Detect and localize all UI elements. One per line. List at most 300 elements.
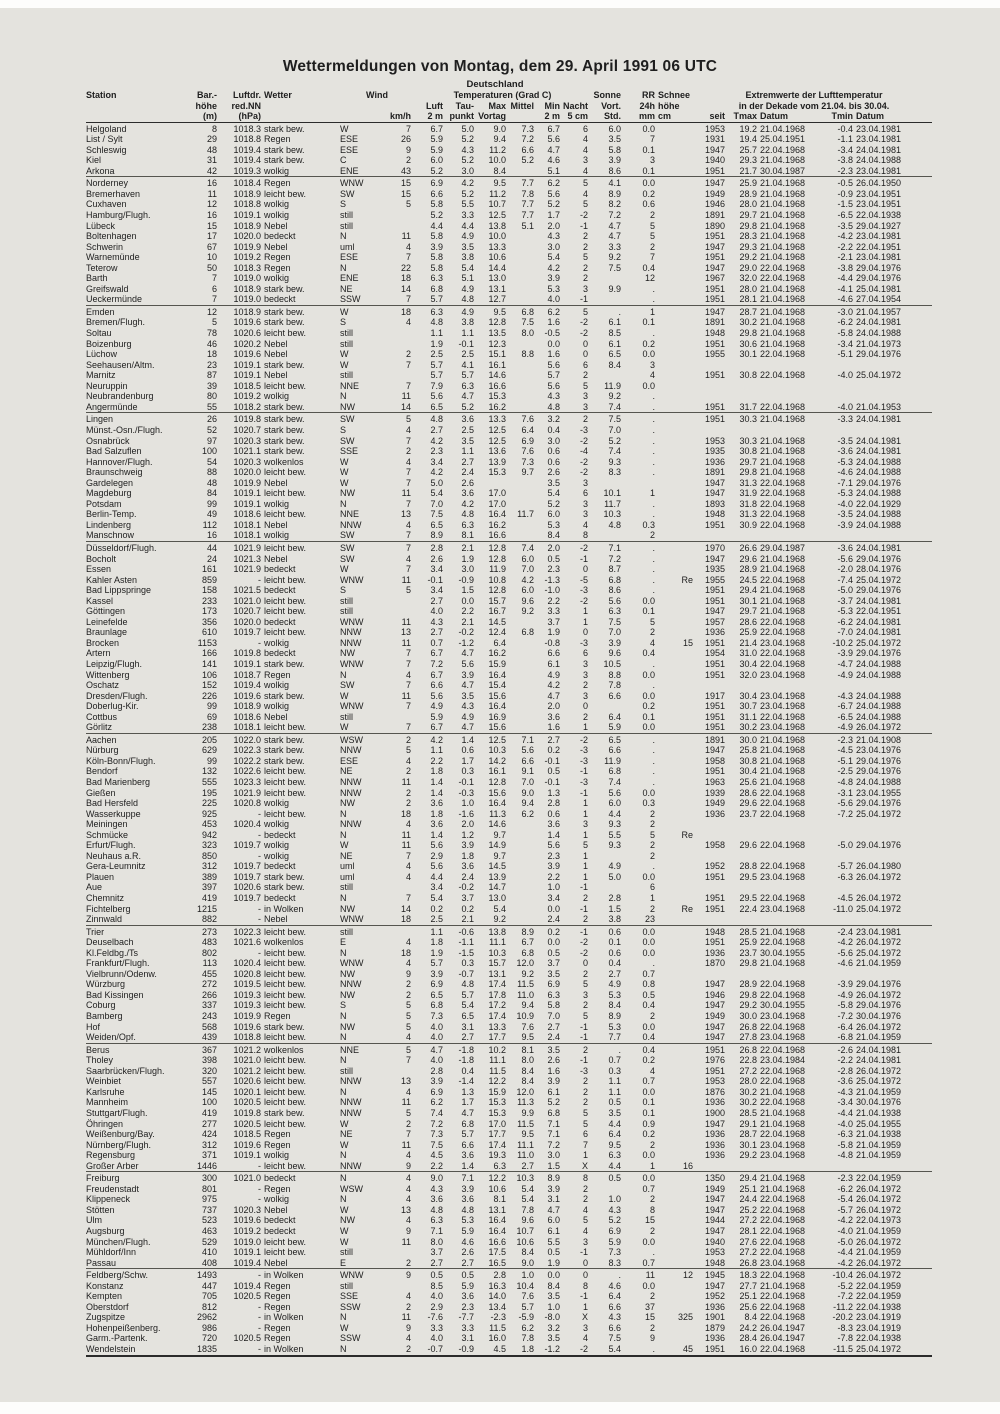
cell-seit: 1891 (704, 734, 726, 745)
cell-sonne_vortag_std: 5.6 (608, 787, 622, 798)
cell-tmax_datum: 22.04.1968 (760, 937, 806, 948)
cell-min_2m: 6.7 (547, 123, 560, 134)
cell-schneehoehe_cm (658, 339, 696, 350)
cell-station: Meiningen (86, 819, 128, 830)
cell-luft_2m: 6.9 (430, 1086, 443, 1097)
cell-hoehe_m: 50 (206, 262, 217, 273)
cell-hoehe_m: 26 (206, 414, 217, 425)
cell-tmin_datum: 25.04.1972 (856, 1343, 902, 1354)
cell-seit: 1893 (704, 498, 726, 509)
table-row (86, 1344, 932, 1356)
cell-rr_24h_mm: . (652, 509, 656, 520)
cell-wind_kmh: 11 (401, 1097, 411, 1108)
cell-taupunkt: 4.9 (461, 283, 474, 294)
cell-wind_richtung: NNW (340, 1107, 362, 1118)
cell-rr_24h_mm: 0.0 (642, 1173, 656, 1184)
cell-tmax_datum: 22.04.1968 (760, 1270, 806, 1281)
cell-rr_24h_mm: 2 (650, 1139, 656, 1150)
cell-tmin_datum: 24.04.1988 (856, 777, 902, 787)
cell-station: Zinnwald (86, 914, 123, 925)
cell-luft_2m: 2.7 (430, 424, 443, 435)
cell-station: Seehausen/Altm. (86, 359, 155, 370)
cell-mittel: 9.2 (521, 968, 534, 979)
cell-luft_2m: 7.9 (430, 380, 443, 391)
cell-wetter: leicht bew. (264, 722, 307, 733)
cell-min_2m: 6.8 (547, 1107, 560, 1118)
cell-tmax: 21.4 (739, 637, 758, 648)
cell-max_vortag: -2.3 (490, 1312, 506, 1323)
cell-mittel (509, 478, 537, 489)
cell-schneehoehe_cm (658, 177, 696, 189)
cell-luftdruck_hpa: 1019.1 (233, 210, 261, 221)
cell-taupunkt: 4.4 (461, 220, 474, 231)
cell-nacht_5cm: -1 (580, 926, 589, 937)
cell-tmax_datum: 21.04.1968 (760, 283, 806, 294)
cell-wetter: wolkig (264, 391, 290, 402)
cell-nacht_5cm: -2 (580, 937, 589, 948)
cell-nacht_5cm: -1 (580, 1055, 589, 1066)
cell-wetter: stark bew. (264, 734, 305, 745)
cell-luftdruck_hpa: - (258, 914, 261, 925)
cell-wind_kmh: 5 (405, 585, 411, 596)
cell-luftdruck_hpa: 1019.7 (233, 627, 261, 638)
cell-sonne_vortag_std: 0.3 (608, 1065, 622, 1076)
cell-luft_2m: 5.6 (430, 861, 443, 872)
cell-station: Gera-Leumnitz (86, 861, 146, 872)
cell-tmax: 28.7 (739, 1129, 758, 1140)
cell-nacht_5cm: 5 (583, 1011, 589, 1022)
cell-taupunkt: 3.1 (461, 1333, 474, 1344)
cell-wetter: bedeckt (264, 585, 296, 596)
cell-schneehoehe_cm (658, 1087, 696, 1098)
cell-schneehoehe_cm (658, 541, 696, 553)
cell-taupunkt: 5.0 (461, 123, 474, 134)
cell-max_vortag: 11.2 (489, 188, 506, 199)
cell-taupunkt: 4.9 (461, 306, 474, 317)
cell-hoehe_m: 453 (201, 819, 217, 830)
cell-tmax_datum: 22.04.1968 (760, 787, 806, 798)
cell-rr_24h_mm: 8 (650, 1204, 656, 1215)
cell-max_vortag: 16.0 (488, 1333, 506, 1344)
cell-rr_24h_mm: 0.0 (642, 595, 656, 606)
cell-hoehe_m: 356 (201, 616, 217, 627)
cell-tmin_datum: 26.04.1972 (856, 937, 902, 948)
cell-wind_richtung: uml (340, 871, 355, 882)
cell-hoehe_m: 419 (201, 893, 217, 904)
cell-wind_richtung: W (340, 1322, 349, 1333)
cell-tmin: -3.0 (837, 306, 854, 317)
cell-luftdruck_hpa: 1019.1 (233, 498, 261, 509)
cell-max_vortag: 13.1 (488, 283, 506, 294)
cell-wind_richtung: S (340, 585, 347, 596)
cell-wind_kmh: 13 (400, 509, 411, 520)
cell-taupunkt: -0.2 (458, 627, 474, 638)
cell-tmax_datum: 22.04.1968 (760, 861, 806, 872)
cell-tmax_datum: 21.04.1968 (760, 1118, 806, 1129)
cell-wind_richtung: NW (340, 488, 355, 499)
cell-luft_2m: 4.3 (430, 1183, 443, 1194)
table-row (86, 1032, 932, 1043)
cell-min_2m: 7.1 (547, 1129, 560, 1140)
cell-taupunkt: 3.9 (461, 1183, 474, 1194)
cell-luft_2m: 4.0 (430, 606, 443, 617)
cell-station: Bremerhaven (86, 188, 141, 199)
cell-min_2m: 5.3 (547, 283, 560, 294)
cell-wind_richtung: N (340, 829, 347, 840)
cell-rr_24h_mm: . (652, 283, 656, 294)
cell-tmin: -3.5 (837, 509, 854, 520)
cell-tmax: 28.5 (739, 926, 758, 937)
column-header: Tmin (820, 111, 856, 122)
cell-tmin_datum (856, 425, 932, 436)
cell-station: Braunlage (86, 627, 128, 638)
cell-schneehoehe_cm (658, 328, 696, 339)
cell-max_vortag: 10.0 (488, 155, 506, 166)
cell-luft_2m: 1.4 (430, 829, 443, 840)
cell-wind_kmh: 14 (400, 401, 411, 412)
cell-tmax: 24.2 (739, 1322, 758, 1333)
cell-tmax: 29.7 (739, 456, 758, 467)
cell-wind_richtung: W (340, 123, 349, 134)
table-row (86, 1011, 932, 1022)
cell-wind_kmh: 9 (405, 144, 411, 155)
cell-luft_2m: 2.6 (430, 553, 443, 564)
page-title: Wettermeldungen von Montag, dem 29. April 1991 06 UTC (282, 58, 718, 75)
cell-wind_kmh (380, 882, 414, 893)
cell-tmax: 29.6 (739, 553, 758, 564)
cell-wind_richtung: S (340, 317, 347, 328)
cell-schneehoehe_cm (658, 370, 696, 381)
cell-nacht_5cm: 5 (583, 306, 589, 317)
cell-tmin_datum: 24.04.1988 (856, 690, 902, 701)
cell-nacht_5cm: -1 (580, 1032, 589, 1043)
cell-nacht_5cm: 4 (583, 144, 589, 155)
cell-mittel (509, 680, 537, 691)
cell-tmin_datum: 29.04.1976 (856, 349, 902, 360)
cell-mittel (509, 691, 537, 702)
cell-tmax_datum: 21.04.1968 (760, 328, 806, 339)
cell-max_vortag: 17.7 (488, 1032, 506, 1043)
cell-wind_kmh: 5 (405, 1044, 411, 1055)
cell-wetter: wolkenlos (264, 456, 304, 467)
cell-tmax_datum: 22.04.1968 (760, 262, 806, 273)
cell-nacht_5cm: 1 (583, 616, 589, 627)
cell-sonne_vortag_std (591, 701, 624, 712)
cell-wind_richtung: NW (340, 1021, 355, 1032)
cell-seit: 1946 (704, 199, 726, 210)
cell-tmax_datum: 21.04.1968 (760, 231, 806, 242)
cell-tmax_datum: 21.04.1968 (760, 178, 806, 189)
cell-wind_richtung: W (340, 456, 349, 467)
cell-luft_2m: 6.5 (430, 519, 443, 530)
cell-taupunkt: 4.3 (461, 144, 474, 155)
cell-luftdruck_hpa: 1018.3 (233, 262, 261, 273)
cell-tmax_datum: 22.04.1968 (760, 1097, 806, 1108)
cell-sonne_vortag_std (591, 273, 624, 284)
cell-sonne_vortag_std: 4.8 (608, 519, 622, 530)
cell-wind_kmh: 4 (405, 819, 411, 830)
cell-min_2m: 5.7 (547, 370, 560, 381)
cell-wetter: Nebel (264, 711, 288, 722)
cell-rr_24h_mm: 7 (650, 252, 656, 263)
cell-schneehoehe_cm (658, 1237, 696, 1248)
cell-nacht_5cm: 2 (583, 1183, 589, 1194)
cell-tmin_datum: 23.04.1981 (856, 134, 902, 145)
cell-wind_kmh: 4 (405, 1150, 411, 1161)
cell-wind_kmh: 11 (401, 840, 411, 851)
cell-wind_kmh: 4 (405, 937, 411, 948)
cell-mittel: 1.8 (521, 1343, 534, 1354)
cell-wind_kmh: 4 (405, 861, 411, 872)
cell-max_vortag: 12.5 (488, 424, 506, 435)
cell-max_vortag: 12.8 (488, 542, 506, 553)
cell-sonne_vortag_std: 4.7 (608, 231, 622, 242)
cell-luft_2m: 0.7 (430, 637, 443, 648)
cell-wind_richtung: N (340, 1055, 347, 1066)
cell-taupunkt: 1.9 (461, 553, 474, 564)
cell-station: Frankfurt/Flugh. (86, 958, 150, 969)
cell-tmin: -4.6 (837, 958, 854, 969)
cell-rr_24h_mm: 0.7 (642, 1183, 656, 1194)
cell-wetter: wolkig (264, 530, 290, 541)
cell-schneehoehe_cm (658, 606, 696, 617)
cell-luft_2m: 3.4 (430, 585, 443, 596)
cell-tmin_datum: 24.04.1988 (856, 509, 902, 520)
cell-mittel (509, 882, 537, 893)
header-row-1 (86, 90, 932, 101)
cell-tmin_datum: 24.04.1988 (856, 456, 902, 467)
cell-station: Kahler Asten (86, 574, 138, 585)
cell-tmax: 25.9 (739, 627, 758, 638)
station-group-2 (86, 177, 932, 306)
cell-luftdruck_hpa: 1019.0 (233, 273, 261, 284)
cell-sonne_vortag_std: 4.4 (608, 1118, 622, 1129)
cell-rr_24h_mm: 5 (650, 220, 656, 231)
cell-min_2m: 0.6 (547, 456, 560, 467)
cell-tmin: -4.9 (837, 989, 854, 1000)
cell-wind_kmh: 4 (405, 456, 411, 467)
table-row (86, 509, 932, 520)
cell-taupunkt: -0.1 (458, 338, 474, 349)
cell-wind_richtung: SW (340, 542, 355, 553)
cell-wind_kmh (380, 1247, 414, 1258)
cell-sonne_vortag_std: 8.3 (608, 1257, 622, 1268)
cell-mittel: 6.8 (521, 947, 534, 958)
cell-schneehoehe_cm (658, 166, 696, 177)
cell-tmax_datum (760, 969, 820, 980)
cell-nacht_5cm: 3 (583, 1236, 589, 1247)
cell-min_2m: 5.6 (547, 840, 560, 851)
cell-hoehe_m: 55 (206, 401, 217, 412)
cell-tmin: -4.0 (837, 1118, 854, 1129)
cell-station: Wittenberg (86, 669, 130, 680)
cell-mittel: 9.0 (521, 1257, 534, 1268)
cell-schneehoehe_cm (658, 520, 696, 531)
cell-luft_2m: 6.6 (430, 680, 443, 691)
cell-taupunkt: -1.8 (458, 1044, 474, 1055)
cell-max_vortag: 17.4 (488, 1011, 506, 1022)
cell-wetter: Nebel (264, 1204, 288, 1215)
cell-tmax: 29.5 (739, 893, 758, 904)
cell-luft_2m: 5.6 (430, 840, 443, 851)
cell-tmax: 30.2 (739, 1086, 758, 1097)
cell-nacht_5cm: 5 (583, 1118, 589, 1129)
cell-luft_2m: 1.8 (430, 937, 443, 948)
cell-nacht_5cm: 4 (583, 1225, 589, 1236)
cell-wind_kmh: 7 (405, 542, 411, 553)
cell-max_vortag: 14.2 (488, 755, 506, 766)
cell-max_vortag: 6.3 (493, 1160, 506, 1171)
cell-wind_kmh: 11 (401, 1236, 411, 1247)
cell-tmax: 27.6 (739, 1236, 758, 1247)
cell-taupunkt: 1.5 (461, 585, 474, 596)
cell-mittel (509, 701, 537, 712)
cell-min_2m: 3.9 (547, 1076, 560, 1087)
cell-seit: 1951 (704, 370, 726, 381)
cell-wind_kmh: 11 (401, 574, 411, 585)
table-row (86, 467, 932, 478)
station-group-4 (86, 413, 932, 542)
cell-tmin: -5.6 (837, 553, 854, 564)
cell-luftdruck_hpa: 1019.1 (233, 1150, 261, 1161)
cell-tmax_datum: 23.04.1968 (760, 1139, 806, 1150)
cell-hoehe_m: 158 (201, 585, 217, 596)
cell-mittel: 7.6 (521, 414, 534, 425)
cell-tmax_datum: 21.04.1968 (760, 606, 806, 617)
cell-seit (696, 819, 728, 830)
cell-sonne_vortag_std: 8.4 (608, 359, 622, 370)
cell-luftdruck_hpa: 1019.6 (233, 690, 261, 701)
cell-station: Kiel (86, 155, 102, 166)
cell-nacht_5cm: 4 (583, 519, 589, 530)
cell-wetter: Nebel (264, 241, 288, 252)
cell-tmax: 29.5 (739, 871, 758, 882)
cell-taupunkt: 4.8 (461, 294, 474, 305)
cell-min_2m: 1.9 (547, 1257, 560, 1268)
cell-max_vortag: 15.6 (488, 722, 506, 733)
cell-tmax: 27.2 (739, 1065, 758, 1076)
cell-seit: 1963 (704, 777, 726, 787)
cell-min_2m: 1.4 (547, 829, 560, 840)
table-row (86, 520, 932, 531)
cell-tmax: 28.0 (739, 1076, 758, 1087)
cell-wind_richtung: NNW (340, 819, 362, 830)
cell-station: Stötten (86, 1204, 115, 1215)
cell-taupunkt: 1.7 (461, 755, 474, 766)
cell-tmax_datum: 21.04.1968 (760, 585, 806, 596)
cell-hoehe_m: 29 (206, 134, 217, 145)
cell-seit: 1900 (704, 1107, 726, 1118)
cell-schneehoehe_cm (658, 294, 696, 305)
cell-wind_richtung: NW (340, 903, 355, 914)
cell-wetter: leicht bew. (264, 606, 307, 617)
cell-wetter: leicht bew. (264, 1118, 307, 1129)
cell-seit: 1954 (704, 648, 726, 659)
cell-station: Lübeck (86, 220, 116, 231)
cell-mittel: 7.5 (521, 317, 534, 328)
cell-tmin (820, 830, 856, 841)
cell-seit (696, 391, 728, 402)
cell-min_2m: 0.6 (547, 446, 560, 457)
cell-taupunkt: 3.5 (461, 435, 474, 446)
cell-wind_kmh: 4 (405, 1032, 411, 1043)
cell-seit: 1936 (704, 1129, 726, 1140)
cell-luft_2m: 5.9 (430, 134, 443, 145)
cell-wetter: wolkig (264, 498, 290, 509)
cell-taupunkt: 3.6 (461, 1194, 474, 1205)
cell-min_2m: 0.2 (547, 926, 560, 937)
cell-luftdruck_hpa: - (258, 903, 261, 914)
cell-mittel: 7.7 (521, 210, 534, 221)
column-header: Station (86, 90, 117, 100)
cell-luftdruck_hpa: 1018.9 (233, 306, 261, 317)
cell-mittel: 7.6 (521, 1291, 534, 1302)
cell-max_vortag: 10.2 (488, 1044, 506, 1055)
column-header: punkt (446, 111, 477, 122)
cell-tmin_datum: 24.04.1988 (856, 658, 902, 669)
cell-tmin: -5.4 (837, 1194, 854, 1205)
cell-tmin_datum (856, 680, 932, 691)
cell-seit (696, 914, 728, 925)
cell-min_2m: 5.3 (547, 519, 560, 530)
cell-tmax: 30.0 (739, 1011, 758, 1022)
cell-max_vortag: 13.1 (488, 1204, 506, 1215)
cell-schneehoehe_cm (658, 1140, 696, 1151)
cell-luftdruck_hpa: 1019.7 (233, 871, 261, 882)
table-row (86, 691, 932, 702)
station-group-7 (86, 925, 932, 1043)
cell-wetter: leicht bew. (264, 595, 307, 606)
cell-taupunkt: 3.1 (461, 1021, 474, 1032)
table-row (86, 155, 932, 166)
cell-nacht_5cm: -1 (580, 903, 589, 914)
table-row (86, 756, 932, 767)
cell-luftdruck_hpa: 1019.3 (233, 989, 261, 1000)
cell-wind_richtung: W (340, 1139, 349, 1150)
cell-wind_kmh (380, 606, 414, 617)
cell-luftdruck_hpa: 1019.1 (233, 488, 261, 499)
cell-tmin_datum: 24.04.1988 (856, 669, 902, 680)
cell-wind_richtung: N (340, 498, 347, 509)
cell-max_vortag: 14.6 (488, 370, 506, 381)
cell-tmin: -4.6 (837, 294, 854, 305)
cell-sonne_vortag_std: 5.3 (608, 1021, 622, 1032)
cell-sonne_vortag_std: 7.5 (608, 616, 622, 627)
cell-nacht_5cm: -1 (580, 882, 589, 893)
cell-station: Angermünde (86, 401, 138, 412)
cell-rr_24h_mm: 0.0 (642, 123, 656, 134)
cell-mittel (509, 231, 537, 242)
cell-wetter: leicht bew. (264, 328, 307, 339)
table-row (86, 436, 932, 447)
cell-rr_24h_mm: 7 (650, 134, 656, 145)
cell-tmax_datum: 21.04.1968 (760, 317, 806, 328)
cell-mittel: 7.8 (521, 188, 534, 199)
cell-hoehe_m: 166 (201, 648, 217, 659)
cell-seit: 1951 (704, 903, 726, 914)
cell-hoehe_m: 238 (201, 722, 217, 733)
cell-luftdruck_hpa: 1021.9 (233, 564, 261, 575)
cell-rr_24h_mm: 0.0 (642, 1236, 656, 1247)
table-row (86, 242, 932, 253)
table-row (86, 777, 932, 788)
cell-schneehoehe_cm (658, 937, 696, 948)
cell-sonne_vortag_std: 7.2 (608, 210, 622, 221)
cell-mittel (509, 617, 537, 628)
cell-wind_kmh: 13 (400, 1076, 411, 1087)
cell-luftdruck_hpa: 1018.1 (233, 722, 261, 733)
cell-luftdruck_hpa: 1019.6 (233, 317, 261, 328)
